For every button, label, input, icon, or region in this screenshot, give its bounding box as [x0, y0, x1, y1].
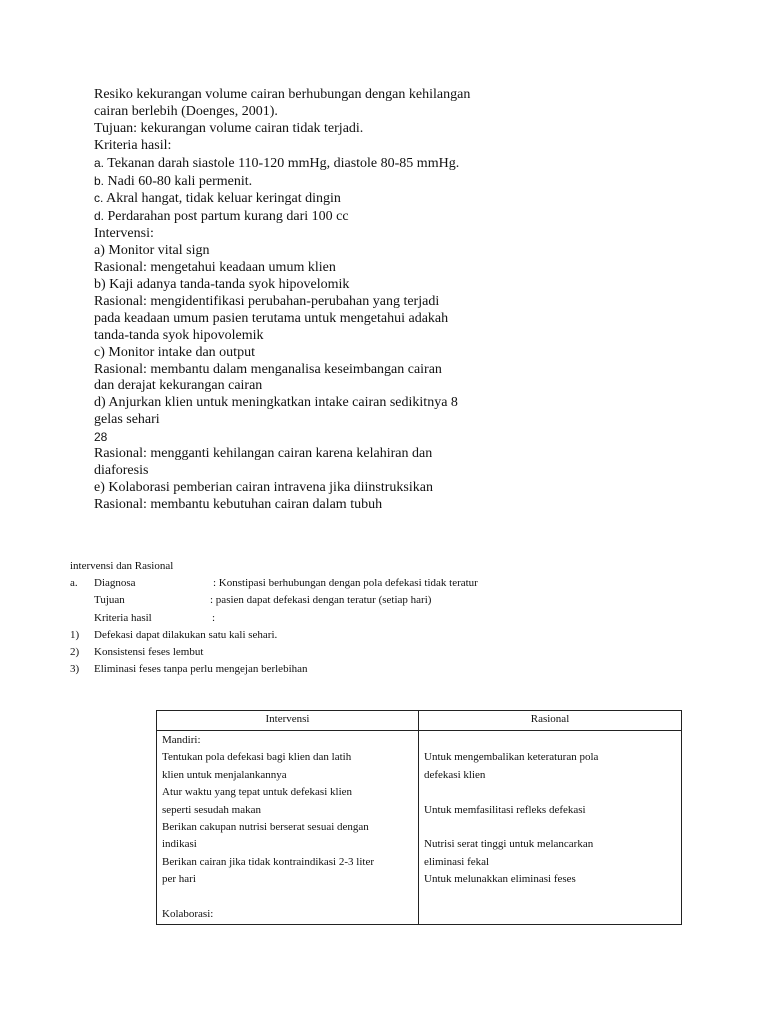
- intervensi-line: [162, 889, 413, 906]
- criteria-item-b: [94, 173, 534, 191]
- criteria-text-2: Konsistensi feses lembut: [94, 645, 204, 658]
- rationale-b-line-1: Rasional: mengidentifikasi perubahan-perubahan yang terjadi: [94, 293, 440, 309]
- rasional-line: [424, 732, 676, 749]
- rasional-line: Untuk mengembalikan keteraturan pola: [424, 751, 599, 764]
- header-intervensi: Intervensi: [157, 711, 419, 731]
- criteria-text-3: Eliminasi feses tanpa perlu mengejan berlebihan: [94, 663, 308, 676]
- intervensi-line: Atur waktu yang tepat untuk defekasi klien: [162, 786, 353, 799]
- section-heading: [70, 558, 710, 575]
- criteria-item-1: [70, 627, 710, 644]
- intervention-d-line-2: gelas sehari: [94, 412, 160, 428]
- intervensi-line: klien untuk menjalankannya: [162, 768, 287, 781]
- criteria-num-2: 2): [70, 645, 80, 658]
- criteria-text-b: Nadi 60-80 kali permenit.: [107, 173, 253, 189]
- tujuan-row: [70, 592, 710, 609]
- rationale-c-line-1: Rasional: membantu dalam menganalisa keseimbangan cairan: [94, 361, 442, 377]
- tujuan-value: : pasien dapat defekasi dengan teratur (setiap hari): [210, 594, 432, 607]
- criteria-item-3: [70, 661, 710, 678]
- header-rasional: Rasional: [419, 711, 682, 731]
- intervensi-line: Berikan cairan jika tidak kontraindikasi 2-3 liter: [162, 855, 374, 868]
- intervensi-line: Kolaborasi:: [162, 907, 214, 920]
- diagnosa-marker: a.: [70, 577, 78, 590]
- page-number: 28: [94, 430, 108, 445]
- rasional-line: [424, 889, 676, 906]
- rationale-a: Rasional: mengetahui keadaan umum klien: [94, 260, 336, 276]
- criteria-text-c: Akral hangat, tidak keluar keringat dingin: [106, 191, 341, 207]
- rationale-d-line-2: diaforesis: [94, 462, 149, 478]
- tujuan-label: Tujuan: [94, 594, 125, 607]
- kriteria-label: Kriteria hasil: [94, 611, 152, 624]
- intervensi-line: Berikan cakupan nutrisi berserat sesuai dengan: [162, 820, 369, 833]
- intervention-b: b) Kaji adanya tanda-tanda syok hipovelomik: [94, 276, 350, 292]
- kriteria-value: :: [212, 611, 216, 624]
- diagnosa-value: : Konstipasi berhubungan dengan pola defekasi tidak teratur: [213, 577, 478, 590]
- intervention-c: c) Monitor intake dan output: [94, 344, 255, 360]
- criteria-marker-b: b.: [94, 173, 105, 188]
- intervention-rationale-table: [156, 710, 682, 925]
- rationale-b-line-2: pada keadaan umum pasien terutama untuk mengetahui adakah: [94, 310, 449, 326]
- intervention-e: e) Kolaborasi pemberian cairan intravena jika diinstruksikan: [94, 479, 433, 495]
- criteria-num-3: 3): [70, 663, 80, 676]
- goal-line: Tujuan: kekurangan volume cairan tidak terjadi.: [94, 120, 364, 136]
- diagnosis-line-1: Resiko kekurangan volume cairan berhubungan dengan kehilangan: [94, 87, 471, 102]
- rationale-b-line-3: tanda-tanda syok hipovolemik: [94, 327, 264, 343]
- criteria-item-c: [94, 190, 534, 208]
- criteria-marker-c: c.: [94, 191, 104, 206]
- intervensi-line: Mandiri:: [162, 734, 201, 746]
- intervensi-line: seperti sesudah makan: [162, 803, 261, 816]
- criteria-item-d: [94, 208, 534, 226]
- rasional-line: Nutrisi serat tinggi untuk melancarkan: [424, 838, 594, 851]
- rasional-line: [424, 906, 676, 923]
- rasional-line: [424, 819, 676, 836]
- intervensi-line: per hari: [162, 873, 196, 886]
- rasional-line: Untuk melunakkan eliminasi feses: [424, 873, 576, 886]
- rationale-c-line-2: dan derajat kekurangan cairan: [94, 378, 263, 394]
- diagnosa-row: [70, 575, 710, 592]
- kriteria-row: [70, 610, 710, 627]
- intervention-a: a) Monitor vital sign: [94, 243, 210, 259]
- criteria-marker-a: a.: [94, 155, 105, 170]
- criteria-text-d: Perdarahan post partum kurang dari 100 cc: [107, 209, 349, 225]
- rasional-line: Untuk memfasilitasi refleks defekasi: [424, 803, 586, 816]
- table-header-row: [157, 711, 682, 731]
- section-heading-text: intervensi dan Rasional: [70, 560, 174, 572]
- criteria-marker-d: d.: [94, 209, 105, 224]
- criteria-text-1: Defekasi dapat dilakukan satu kali sehari.: [94, 628, 278, 641]
- rationale-d-line-1: Rasional: mengganti kehilangan cairan karena kelahiran dan: [94, 446, 433, 462]
- diagnosa-label: Diagnosa: [94, 577, 136, 590]
- rasional-line: eliminasi fekal: [424, 855, 490, 868]
- criteria-heading: Kriteria hasil:: [94, 137, 172, 153]
- intervensi-cell: [157, 731, 419, 925]
- diagnosis-line-2: cairan berlebih (Doenges, 2001).: [94, 103, 278, 119]
- rasional-line: defekasi klien: [424, 768, 486, 781]
- criteria-item-a: [94, 155, 534, 173]
- rasional-line: [424, 784, 676, 801]
- criteria-num-1: 1): [70, 628, 80, 641]
- intervensi-line: Tentukan pola defekasi bagi klien dan latih: [162, 751, 352, 764]
- rasional-cell: [419, 731, 682, 925]
- table-row: [157, 731, 682, 925]
- intervensi-line: indikasi: [162, 838, 197, 851]
- rationale-e: Rasional: membantu kebutuhan cairan dalam tubuh: [94, 496, 383, 512]
- intervention-heading: Intervensi:: [94, 226, 154, 242]
- criteria-text-a: Tekanan darah siastole 110-120 mmHg, diastole 80-85 mmHg.: [107, 155, 460, 171]
- nursing-plan-constipation: [70, 558, 710, 678]
- criteria-item-2: [70, 644, 710, 661]
- nursing-plan-fluid-volume: [94, 87, 534, 514]
- intervention-d-line-1: d) Anjurkan klien untuk meningkatkan intake cairan sedikitnya 8: [94, 395, 458, 411]
